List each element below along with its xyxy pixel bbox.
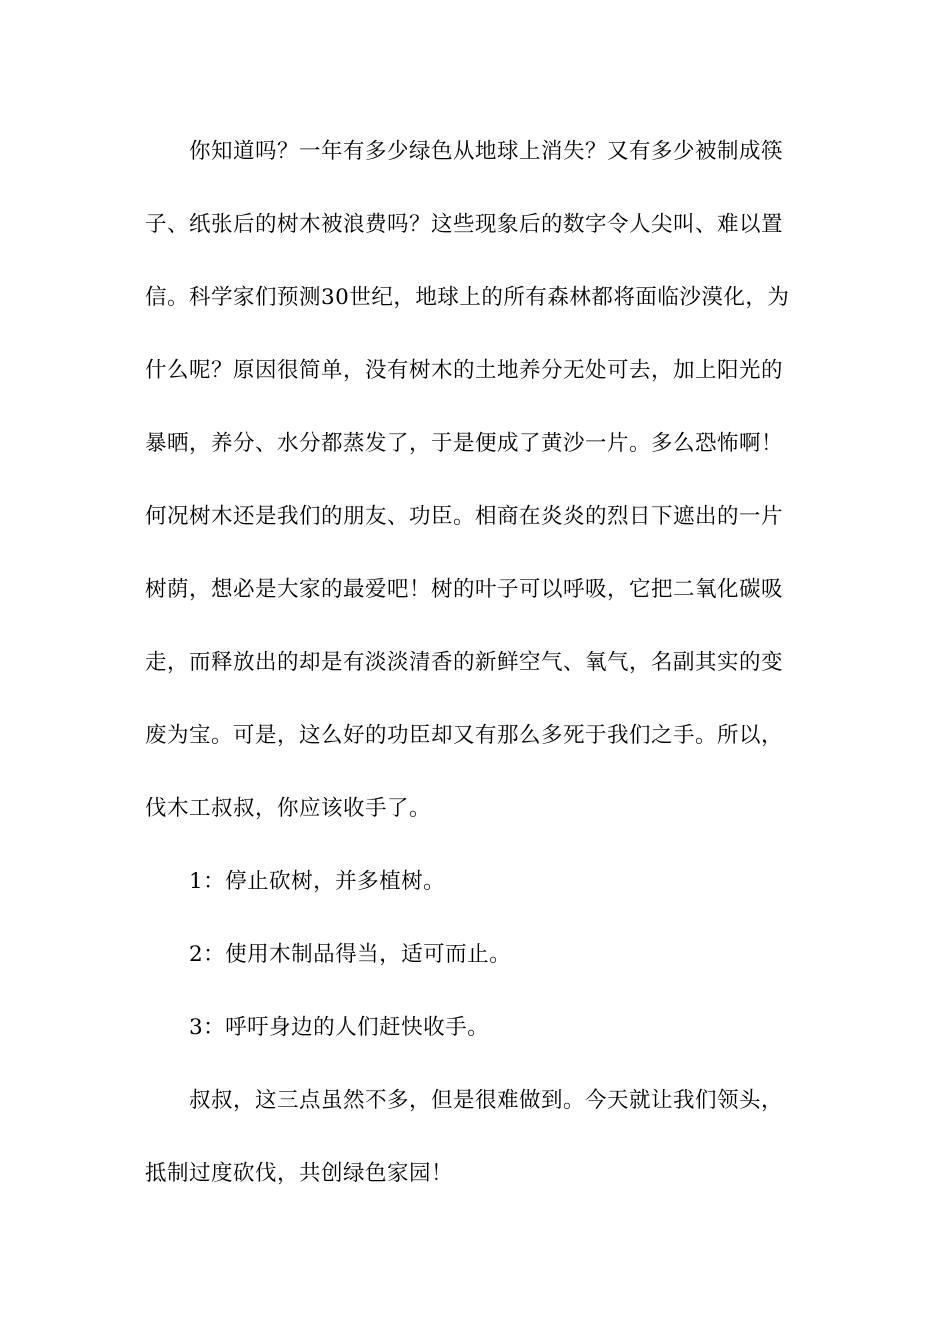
paragraph-1-line-8: 走，而释放出的却是有淡淡清香的新鲜空气、氧气，名副其实的变 (145, 650, 784, 675)
list-item-1: 1：停止砍树，并多植树。 (189, 869, 446, 894)
paragraph-1-line-7: 树荫，想必是大家的最爱吧！树的叶子可以呼吸，它把二氧化碳吸 (145, 577, 784, 602)
paragraph-1-line-5: 暴晒，养分、水分都蒸发了，于是便成了黄沙一片。多么恐怖啊！ (145, 431, 784, 456)
paragraph-1-line-9: 废为宝。可是，这么好的功臣却又有那么多死于我们之手。所以， (145, 723, 784, 748)
paragraph-1-line-10: 伐木工叔叔，你应该收手了。 (145, 796, 432, 821)
closing-paragraph-line-2: 抵制过度砍伐，共创绿色家园！ (145, 1161, 454, 1186)
list-item-2: 2：使用木制品得当，适可而止。 (189, 942, 512, 967)
paragraph-1-line-4: 什么呢？原因很简单，没有树木的土地养分无处可去，加上阳光的 (145, 358, 784, 383)
paragraph-1-line-6: 何况树木还是我们的朋友、功臣。相商在炎炎的烈日下遮出的一片 (145, 504, 784, 529)
paragraph-1-line-2: 子、纸张后的树木被浪费吗？这些现象后的数字令人尖叫、难以置 (145, 212, 784, 237)
list-item-3: 3：呼吁身边的人们赶快收手。 (189, 1015, 490, 1040)
paragraph-1-line-3: 信。科学家们预测30世纪，地球上的所有森林都将面临沙漠化，为 (145, 285, 790, 310)
closing-paragraph-line-1: 叔叔，这三点虽然不多，但是很难做到。今天就让我们领头， (189, 1088, 784, 1113)
paragraph-1-line-1: 你知道吗？一年有多少绿色从地球上消失？又有多少被制成筷 (189, 139, 784, 164)
